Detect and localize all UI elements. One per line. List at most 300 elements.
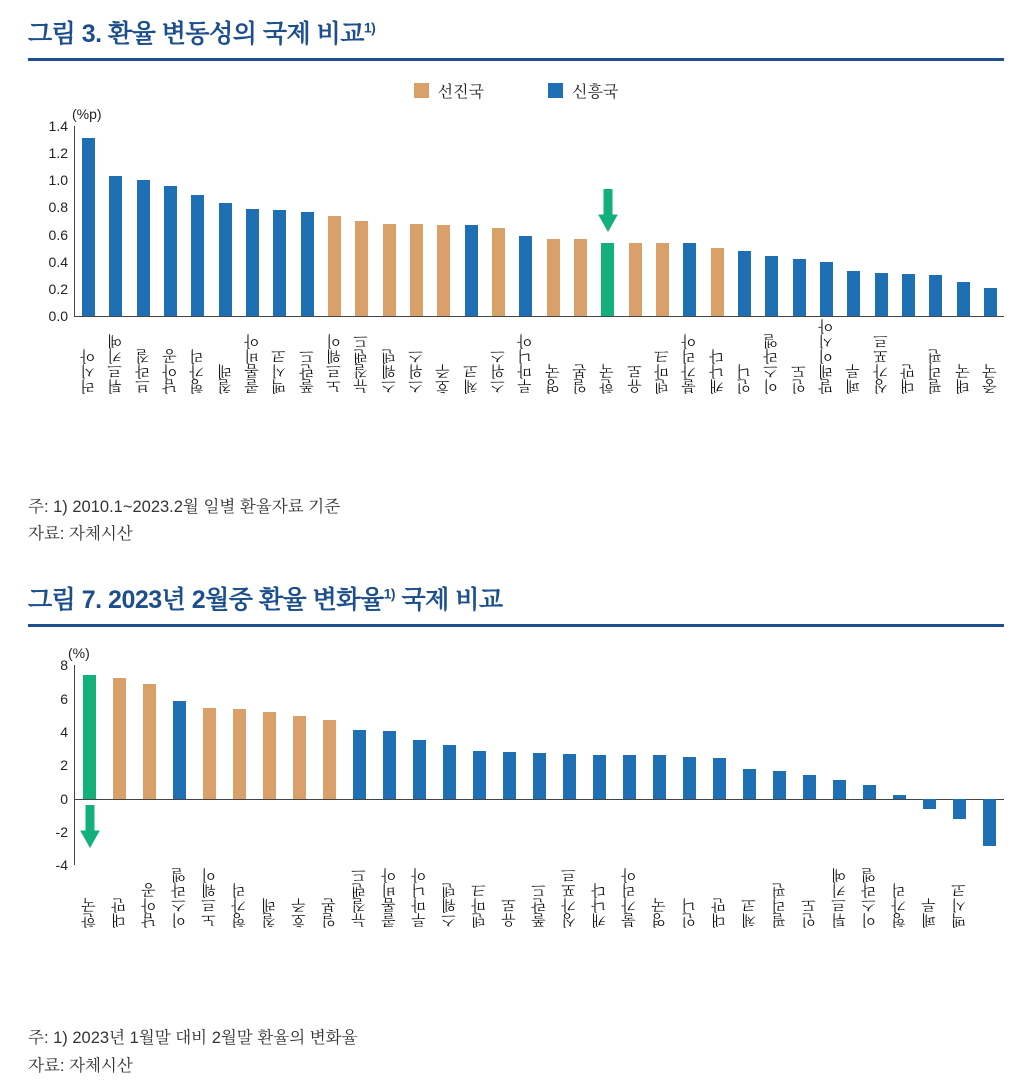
category-slot	[255, 868, 285, 928]
category-label: 노르웨이	[326, 334, 344, 394]
y-tick-label: 1.0	[48, 172, 68, 189]
bar	[492, 228, 505, 316]
category-slot	[105, 868, 135, 928]
category-label: 멕시코	[950, 883, 968, 929]
category-slot	[674, 868, 704, 928]
category-slot	[403, 319, 430, 394]
category-label: 대만	[710, 898, 728, 929]
bar	[191, 195, 204, 316]
figure-3-title	[28, 0, 1004, 58]
category-label: 루마니아	[517, 334, 535, 394]
category-label: 페루	[920, 898, 938, 929]
category-slot	[435, 868, 465, 928]
bar-slot	[75, 665, 105, 865]
category-label: 싱가포르	[560, 868, 578, 929]
category-label: 스웨덴	[441, 883, 459, 929]
figure-3-y-unit: (%p)	[72, 106, 102, 122]
bar-slot	[644, 665, 674, 865]
figure-7-title-tail: 국제 비교	[395, 586, 503, 615]
figure-3-title-text: 그림 3. 환율 변동성의 국제 비교	[28, 20, 364, 48]
category-label: 튀르키예	[830, 868, 848, 929]
category-slot	[758, 319, 785, 394]
bar	[203, 708, 216, 799]
category-label: 뉴질랜드	[351, 868, 369, 929]
category-slot	[644, 868, 674, 928]
category-label: 콜롬비아	[244, 334, 262, 394]
category-label: 칠레	[216, 364, 234, 394]
category-slot	[294, 319, 321, 394]
category-slot	[525, 868, 555, 928]
category-slot	[594, 319, 621, 394]
category-slot	[794, 868, 824, 928]
bar	[519, 236, 532, 316]
figure-7-note-1: 주: 1) 2023년 1월말 대비 2월말 환율의 변화율	[28, 1029, 358, 1048]
category-slot	[840, 319, 867, 394]
category-label: 폴란드	[531, 883, 549, 929]
bar	[683, 757, 696, 799]
category-label: 남아공	[141, 883, 159, 929]
category-label: 스위스	[408, 349, 426, 394]
bar-slot	[512, 126, 539, 316]
bar	[983, 799, 996, 847]
category-label: 멕시코	[271, 349, 289, 394]
category-label: 뉴질랜드	[353, 334, 371, 394]
category-label: 말레이시아	[818, 319, 836, 394]
y-tick-label: 6	[60, 690, 68, 707]
bar-slot	[376, 126, 403, 316]
bar-slot	[731, 126, 758, 316]
category-slot	[622, 319, 649, 394]
bar	[383, 224, 396, 316]
figure-3-notes	[28, 494, 1004, 548]
category-slot	[495, 868, 525, 928]
bar-slot	[195, 665, 225, 865]
category-label: 남아공	[162, 349, 180, 394]
figure-3-chart	[28, 106, 1004, 406]
bar-slot	[345, 665, 375, 865]
category-slot	[764, 868, 794, 928]
bar	[437, 225, 450, 316]
category-label: 덴마크	[471, 883, 489, 929]
bar	[656, 243, 669, 316]
category-label: 호주	[291, 898, 309, 929]
bar-slot	[525, 665, 555, 865]
bar-slot	[584, 665, 614, 865]
bar-slot	[375, 665, 405, 865]
bar-slot	[974, 665, 1004, 865]
category-slot	[584, 868, 614, 928]
bar-slot	[649, 126, 676, 316]
category-label: 폴란드	[298, 349, 316, 394]
category-slot	[165, 868, 195, 928]
category-label: 싱가포르	[872, 334, 890, 394]
bar-slot	[950, 126, 977, 316]
bar-slot	[266, 126, 293, 316]
category-label: 중국	[981, 364, 999, 394]
bar-slot	[458, 126, 485, 316]
category-slot	[977, 319, 1004, 394]
category-slot	[884, 868, 914, 928]
y-tick-label: 0.6	[48, 226, 68, 243]
bar	[629, 243, 642, 316]
category-slot	[974, 868, 1004, 928]
category-label: 유로	[501, 898, 519, 929]
bar-slot	[285, 665, 315, 865]
figure-7-chart	[28, 645, 1004, 945]
category-label: 대만	[900, 364, 917, 394]
bar	[563, 754, 576, 799]
bar-slot	[567, 126, 594, 316]
figure-7-title-rule	[28, 624, 1004, 627]
bar	[711, 248, 724, 316]
category-slot	[731, 319, 758, 394]
category-slot	[813, 319, 840, 394]
category-slot	[914, 868, 944, 928]
bar-slot	[914, 665, 944, 865]
category-slot	[676, 319, 703, 394]
category-label: 호주	[435, 364, 453, 394]
bar-slot	[674, 665, 704, 865]
category-slot	[102, 319, 129, 394]
category-slot	[225, 868, 255, 928]
category-label: 헝가리	[189, 349, 207, 394]
bar	[847, 271, 860, 316]
bar	[233, 709, 246, 799]
bar	[923, 799, 936, 809]
legend-swatch-emerging	[548, 83, 563, 98]
category-slot	[157, 319, 184, 394]
figure-7-title-footnote: 1)	[383, 586, 396, 603]
category-label: 한국	[81, 898, 99, 929]
y-tick-label: 2	[60, 757, 68, 774]
bar-slot	[622, 126, 649, 316]
category-slot	[239, 319, 266, 394]
bar	[875, 273, 888, 316]
bar	[773, 771, 786, 799]
y-tick-label: -4	[55, 857, 68, 874]
category-slot	[266, 319, 293, 394]
bar	[355, 221, 368, 316]
category-slot	[75, 319, 102, 394]
figure-7-category-labels	[75, 868, 1004, 928]
bar-slot	[239, 126, 266, 316]
category-slot	[704, 868, 734, 928]
category-slot	[195, 868, 225, 928]
bar-slot	[135, 665, 165, 865]
category-label: 헝가리	[890, 883, 908, 929]
bar	[574, 239, 587, 316]
legend-swatch-advanced	[414, 83, 429, 98]
category-slot	[734, 868, 764, 928]
highlight-arrow-icon	[597, 189, 619, 233]
bar	[109, 176, 122, 316]
bar-slot	[435, 665, 465, 865]
bar	[293, 716, 306, 799]
category-slot	[375, 868, 405, 928]
bar	[833, 780, 846, 799]
highlight-arrow-icon	[79, 805, 101, 849]
bar-slot	[676, 126, 703, 316]
bar	[328, 216, 341, 316]
figure-7-title	[28, 566, 1004, 624]
bar-slot	[465, 665, 495, 865]
category-label: 인도	[790, 364, 808, 394]
category-slot	[567, 319, 594, 394]
bar-slot	[255, 665, 285, 865]
category-slot	[704, 319, 731, 394]
bar	[443, 745, 456, 798]
category-label: 불가리아	[681, 334, 699, 394]
figure-3-x-axis-line	[74, 316, 1004, 317]
category-label: 덴마크	[654, 349, 672, 394]
category-slot	[540, 319, 567, 394]
y-tick-label: 0.0	[48, 308, 68, 324]
category-label: 이스라엘	[763, 334, 781, 394]
category-label: 영국	[544, 364, 562, 394]
category-label: 태국	[954, 364, 972, 394]
y-tick-label: 4	[60, 724, 68, 741]
category-slot	[895, 319, 922, 394]
bar	[503, 752, 516, 799]
category-label: 한국	[599, 364, 617, 394]
bar-slot	[430, 126, 457, 316]
bar	[383, 731, 396, 799]
category-label: 체코	[462, 364, 480, 394]
category-label: 인니	[736, 364, 754, 394]
figure-3-bars	[75, 126, 1004, 316]
bar-slot	[977, 126, 1004, 316]
bar-slot	[813, 126, 840, 316]
category-slot	[854, 868, 884, 928]
category-slot	[345, 868, 375, 928]
bar-slot	[105, 665, 135, 865]
category-label: 체코	[740, 898, 758, 929]
y-tick-label: -2	[55, 824, 68, 841]
legend-item-advanced	[414, 79, 484, 102]
bar	[902, 274, 915, 316]
category-slot	[130, 319, 157, 394]
figure-7-y-unit: (%)	[68, 645, 90, 662]
y-tick-label: 1.2	[48, 145, 68, 162]
category-slot	[512, 319, 539, 394]
figure-3-note-2: 자료: 자체시산	[28, 525, 133, 544]
category-label: 필리핀	[770, 883, 788, 929]
figure-3	[28, 0, 1004, 548]
bar-slot	[944, 665, 974, 865]
bar-slot	[321, 126, 348, 316]
y-tick-label: 0	[60, 790, 68, 807]
category-label: 콜롬비아	[381, 868, 399, 929]
category-label: 이스라엘	[171, 868, 189, 929]
category-slot	[485, 319, 512, 394]
category-label: 캐나다	[590, 883, 608, 929]
category-label: 일본	[572, 364, 590, 394]
bar	[738, 251, 751, 316]
bar	[743, 769, 756, 799]
bar-slot	[786, 126, 813, 316]
category-slot	[184, 319, 211, 394]
category-slot	[786, 319, 813, 394]
bar-slot	[824, 665, 854, 865]
bar	[803, 775, 816, 798]
bar	[137, 180, 150, 316]
bar-slot	[922, 126, 949, 316]
bar-slot	[704, 126, 731, 316]
category-slot	[285, 868, 315, 928]
category-label: 헝가리	[231, 883, 249, 929]
category-slot	[649, 319, 676, 394]
bar	[547, 239, 560, 316]
bar	[820, 262, 833, 316]
bar	[273, 210, 286, 316]
category-slot	[614, 868, 644, 928]
category-label: 캐나다	[708, 349, 726, 394]
category-label: 칠레	[261, 898, 279, 929]
category-label: 스웨덴	[380, 349, 398, 394]
bar-slot	[294, 126, 321, 316]
figure-7-note-2: 자료: 자체시산	[28, 1056, 133, 1075]
bar-slot	[184, 126, 211, 316]
category-slot	[135, 868, 165, 928]
category-label: 유로	[626, 364, 644, 394]
bar	[301, 212, 314, 317]
bar	[929, 275, 942, 316]
bar-slot	[758, 126, 785, 316]
category-slot	[212, 319, 239, 394]
bar-slot	[614, 665, 644, 865]
bar	[246, 209, 259, 316]
category-label: 이스라엘	[860, 868, 878, 929]
figure-3-category-labels	[75, 319, 1004, 394]
bar-slot	[225, 665, 255, 865]
bar	[173, 701, 186, 799]
category-label: 러시아	[80, 349, 98, 394]
category-label: 영국	[650, 898, 668, 929]
bar-slot	[794, 665, 824, 865]
bar	[713, 758, 726, 799]
figure-7	[28, 566, 1004, 1079]
category-slot	[376, 319, 403, 394]
figure-7-notes	[28, 1025, 1004, 1079]
bar	[593, 755, 606, 798]
bar-slot	[75, 126, 102, 316]
y-tick-label: 0.2	[48, 280, 68, 297]
figure-3-title-footnote: 1)	[363, 19, 376, 36]
bar	[793, 259, 806, 316]
figure-7-title-text: 그림 7. 2023년 2월중 환율 변화율	[28, 586, 384, 615]
bar-slot	[485, 126, 512, 316]
bar-slot	[165, 665, 195, 865]
category-slot	[430, 319, 457, 394]
category-label: 루마니아	[411, 868, 429, 929]
bar-slot	[212, 126, 239, 316]
bar	[953, 799, 966, 819]
category-slot	[315, 868, 345, 928]
bar	[263, 712, 276, 799]
bar	[82, 138, 95, 316]
bar	[353, 730, 366, 798]
bar-slot	[102, 126, 129, 316]
bar-slot	[884, 665, 914, 865]
bar	[465, 225, 478, 316]
category-slot	[465, 868, 495, 928]
category-slot	[75, 868, 105, 928]
bar	[623, 755, 636, 798]
bar-slot	[895, 126, 922, 316]
bar-slot	[540, 126, 567, 316]
bar-slot	[854, 665, 884, 865]
category-slot	[824, 868, 854, 928]
figure-7-y-axis-labels	[28, 657, 74, 945]
category-slot	[950, 319, 977, 394]
category-slot	[348, 319, 375, 394]
bar	[113, 678, 126, 799]
bar-slot	[555, 665, 585, 865]
bar-slot	[868, 126, 895, 316]
category-slot	[321, 319, 348, 394]
bar	[410, 224, 423, 316]
category-label: 인도	[800, 898, 818, 929]
bar-slot	[157, 126, 184, 316]
category-label: 노르웨이	[201, 868, 219, 929]
figure-3-note-1: 주: 1) 2010.1~2023.2월 일별 환율자료 기준	[28, 498, 341, 516]
category-slot	[458, 319, 485, 394]
bar	[219, 203, 232, 316]
y-tick-label: 1.4	[48, 118, 68, 134]
category-label: 페루	[845, 364, 863, 394]
category-label: 필리핀	[927, 349, 945, 394]
legend-item-emerging	[548, 79, 618, 102]
category-slot	[922, 319, 949, 394]
bar	[957, 282, 970, 316]
bar	[863, 785, 876, 799]
bar-slot	[405, 665, 435, 865]
bar	[984, 288, 997, 317]
bar	[601, 243, 614, 316]
legend-label-advanced: 선진국	[437, 84, 484, 101]
bar-slot	[704, 665, 734, 865]
bar-slot	[594, 126, 621, 316]
bar-slot	[130, 126, 157, 316]
bar-slot	[315, 665, 345, 865]
category-label: 인니	[680, 898, 698, 929]
bar-slot	[840, 126, 867, 316]
bar	[765, 256, 778, 316]
bar	[323, 720, 336, 798]
category-slot	[868, 319, 895, 394]
figure-3-legend	[28, 79, 1004, 102]
bar	[683, 243, 696, 316]
y-tick-label: 0.8	[48, 199, 68, 216]
category-label: 일본	[321, 898, 339, 929]
bar-slot	[348, 126, 375, 316]
bar-slot	[734, 665, 764, 865]
category-label: 대만	[111, 898, 129, 929]
y-tick-label: 0.4	[48, 253, 68, 270]
category-slot	[405, 868, 435, 928]
bar	[164, 186, 177, 316]
bar-slot	[403, 126, 430, 316]
bar	[473, 751, 486, 799]
bar-slot	[764, 665, 794, 865]
figure-3-title-rule	[28, 58, 1004, 61]
bar	[533, 753, 546, 799]
bar	[653, 755, 666, 798]
bar-slot	[495, 665, 525, 865]
category-slot	[555, 868, 585, 928]
category-label: 튀르키예	[107, 334, 125, 394]
category-slot	[944, 868, 974, 928]
